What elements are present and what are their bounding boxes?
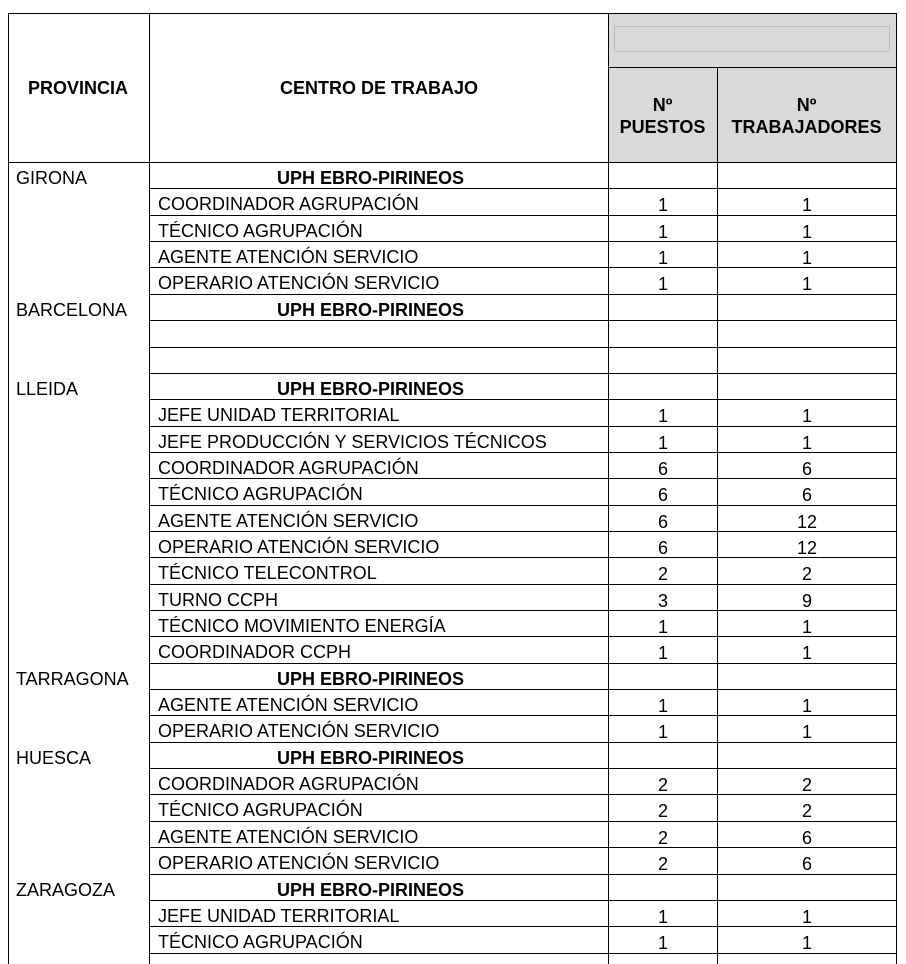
cell-centro-group: UPH EBRO-PIRINEOS	[277, 879, 465, 900]
cell-trabajadores: 2	[801, 564, 812, 585]
cell-centro: TÉCNICO AGRUPACIÓN	[158, 932, 363, 953]
cell-trabajadores: 2	[801, 801, 812, 822]
cell-centro: TÉCNICO AGRUPACIÓN	[158, 800, 363, 821]
cell-puestos: 2	[657, 854, 668, 875]
header-trabajadores-line2: TRABAJADORES	[731, 117, 882, 137]
cell-trabajadores: 6	[801, 458, 812, 479]
header-puestos-line1: Nº	[652, 95, 673, 115]
cell-puestos: 6	[657, 537, 668, 558]
header-split-line	[608, 67, 896, 68]
cell-puestos: 1	[657, 221, 668, 242]
cell-puestos: 2	[657, 827, 668, 848]
row-divider	[149, 188, 896, 189]
cell-centro-group: UPH EBRO-PIRINEOS	[277, 299, 465, 320]
cell-trabajadores: 1	[801, 933, 812, 954]
cell-centro-group: UPH EBRO-PIRINEOS	[277, 668, 465, 689]
cell-trabajadores: 1	[801, 617, 812, 637]
header-inner-box	[614, 26, 890, 52]
row-divider	[149, 347, 896, 348]
cell-centro-group: UPH EBRO-PIRINEOS	[277, 747, 465, 768]
cell-puestos: 1	[657, 248, 668, 269]
cell-trabajadores: 1	[801, 906, 812, 927]
cell-trabajadores: 1	[801, 722, 812, 743]
row-divider	[149, 768, 896, 769]
header-trabajadores-line1: Nº	[796, 95, 817, 115]
cell-trabajadores: 12	[796, 537, 818, 558]
cell-puestos: 1	[657, 696, 668, 716]
cell-centro: JEFE PRODUCCIÓN Y SERVICIOS TÉCNICOS	[158, 431, 547, 452]
cell-centro: TÉCNICO MOVIMIENTO ENERGÍA	[158, 616, 446, 636]
cell-centro: COORDINADOR AGRUPACIÓN	[158, 194, 419, 215]
header-provincia: PROVINCIA	[27, 78, 128, 98]
header-puestos	[608, 94, 717, 138]
cell-puestos: 6	[657, 458, 668, 479]
cell-puestos: 1	[657, 722, 668, 743]
cell-puestos: 2	[657, 801, 668, 822]
cell-centro: AGENTE ATENCIÓN SERVICIO	[158, 826, 419, 847]
cell-centro: AGENTE ATENCIÓN SERVICIO	[158, 247, 419, 268]
cell-centro: COORDINADOR CCPH	[158, 642, 352, 663]
row-divider	[149, 900, 896, 901]
row-divider	[149, 373, 896, 374]
header-puestos-line2: PUESTOS	[619, 117, 706, 137]
cell-puestos: 6	[657, 511, 668, 532]
cell-centro: OPERARIO ATENCIÓN SERVICIO	[158, 853, 440, 874]
cell-centro: JEFE UNIDAD TERRITORIAL	[158, 905, 400, 926]
cell-centro: OPERARIO ATENCIÓN SERVICIO	[158, 273, 440, 294]
cell-centro: COORDINADOR AGRUPACIÓN	[158, 457, 419, 478]
cell-centro: OPERARIO ATENCIÓN SERVICIO	[158, 721, 440, 742]
cell-trabajadores: 6	[801, 827, 812, 848]
cell-trabajadores: 12	[796, 511, 818, 532]
cell-trabajadores: 1	[801, 406, 812, 427]
table-left-border	[8, 13, 9, 964]
cell-puestos: 2	[657, 775, 668, 796]
cell-puestos: 1	[657, 643, 668, 664]
cell-centro: TURNO CCPH	[158, 589, 278, 610]
cell-trabajadores: 1	[801, 643, 812, 664]
cell-puestos: 6	[657, 485, 668, 506]
cell-trabajadores: 1	[801, 274, 812, 295]
cell-puestos: 1	[657, 406, 668, 427]
cell-centro: AGENTE ATENCIÓN SERVICIO	[158, 510, 419, 531]
cell-centro-group: UPH EBRO-PIRINEOS	[277, 168, 465, 188]
row-divider	[149, 689, 896, 690]
table-top-border	[8, 13, 896, 14]
row-divider	[149, 399, 896, 400]
cell-trabajadores: 1	[801, 248, 812, 269]
cell-provincia: ZARAGOZA	[16, 879, 116, 900]
cell-centro: TÉCNICO AGRUPACIÓN	[158, 220, 363, 241]
header-centro: CENTRO DE TRABAJO	[279, 78, 478, 98]
cell-trabajadores: 9	[801, 590, 812, 611]
cell-trabajadores: 6	[801, 485, 812, 506]
header-bottom-border	[8, 162, 896, 163]
cell-provincia: HUESCA	[16, 747, 92, 768]
cell-puestos: 1	[657, 432, 668, 453]
cell-trabajadores: 1	[801, 221, 812, 242]
table-right-border	[896, 13, 897, 964]
cell-puestos: 2	[657, 564, 668, 585]
cell-trabajadores: 1	[801, 696, 812, 716]
cell-centro: TÉCNICO TELECONTROL	[158, 563, 377, 584]
header-trabajadores	[717, 94, 896, 138]
cell-trabajadores: 1	[801, 432, 812, 453]
cell-provincia: BARCELONA	[16, 299, 128, 320]
cell-trabajadores: 2	[801, 775, 812, 796]
cell-puestos: 1	[657, 617, 668, 637]
cell-provincia: GIRONA	[16, 168, 88, 188]
cell-centro: OPERARIO ATENCIÓN SERVICIO	[158, 536, 440, 557]
cell-centro: TÉCNICO AGRUPACIÓN	[158, 484, 363, 505]
cell-trabajadores: 1	[801, 195, 812, 216]
cell-puestos: 1	[657, 274, 668, 295]
cell-puestos: 1	[657, 195, 668, 216]
cell-puestos: 3	[657, 590, 668, 611]
cell-puestos: 1	[657, 933, 668, 954]
row-divider	[149, 320, 896, 321]
cell-centro: COORDINADOR AGRUPACIÓN	[158, 774, 419, 795]
cell-provincia: TARRAGONA	[16, 668, 129, 689]
cell-centro-group: UPH EBRO-PIRINEOS	[277, 378, 465, 399]
cell-puestos: 1	[657, 906, 668, 927]
cell-centro: AGENTE ATENCIÓN SERVICIO	[158, 695, 419, 715]
cell-centro: JEFE UNIDAD TERRITORIAL	[158, 405, 400, 426]
cell-provincia: LLEIDA	[16, 378, 79, 399]
cell-trabajadores: 6	[801, 854, 812, 875]
